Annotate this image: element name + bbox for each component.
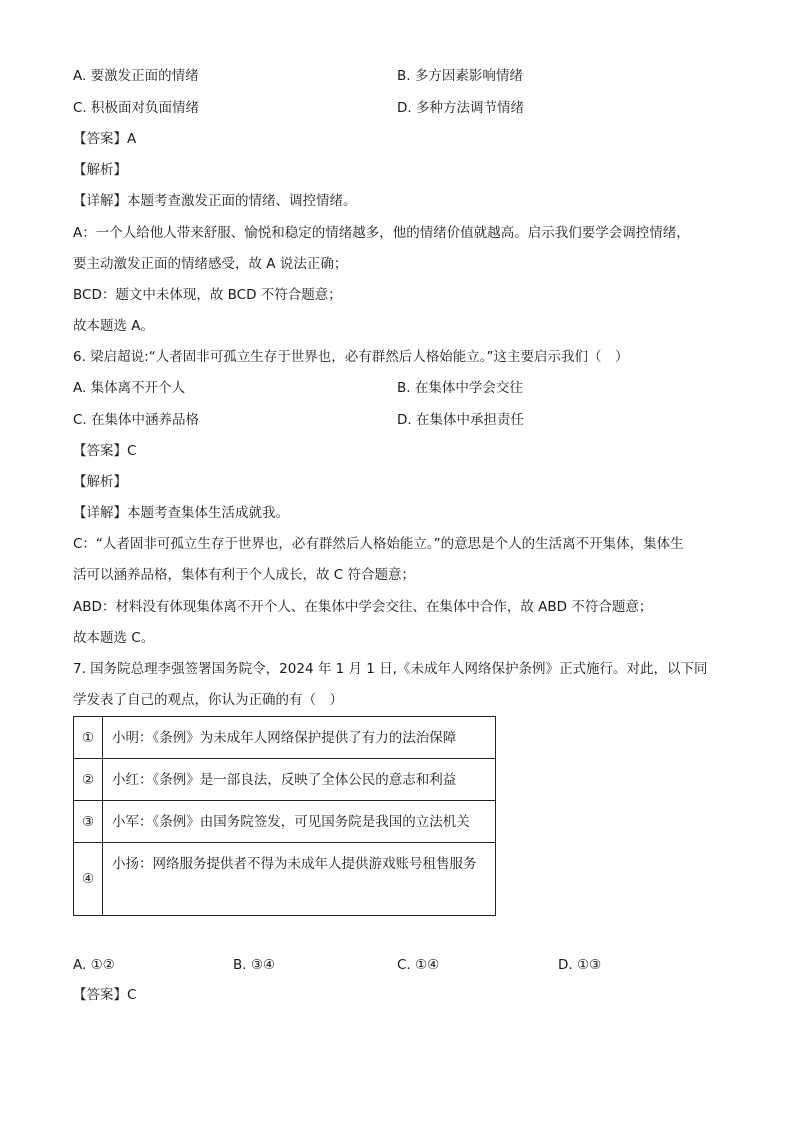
table-row bbox=[74, 717, 495, 759]
option-a: A. 集体离不开个人 bbox=[73, 380, 186, 396]
explanation-line: C：“人者固非可孤立生存于世界也，必有群然后人格始能立。”的意思是个人的生活离不开集体，集体生 bbox=[73, 536, 684, 552]
option-c: C. 在集体中涵养品格 bbox=[73, 412, 200, 428]
answer-value: C bbox=[127, 987, 137, 1003]
question-stem: 7. 国务院总理李强签署国务院令，2024 年 1 月 1 日,《未成年人网络保护条例》正式施行。对此，以下同 bbox=[73, 661, 708, 677]
opinions-table bbox=[73, 716, 496, 916]
explanation-line: 活可以涵养品格，集体有利于个人成长，故 C 符合题意； bbox=[73, 567, 416, 583]
answer-line bbox=[73, 442, 136, 460]
option-d: D. 在集体中承担责任 bbox=[397, 412, 524, 428]
answer-tag: 【答案】 bbox=[73, 443, 127, 459]
answer-value: C bbox=[127, 443, 137, 459]
answer-line bbox=[73, 986, 136, 1004]
detail-line: 【详解】本题考查集体生活成就我。 bbox=[73, 505, 289, 521]
explanation-line: ABD：材料没有体现集体离不开个人、在集体中学会交往、在集体中合作，故 ABD 不符合题意； bbox=[73, 599, 653, 615]
explanation-line: 要主动激发正面的情绪感受，故 A 说法正确； bbox=[73, 256, 348, 272]
row-number: ③ bbox=[74, 801, 103, 842]
conclusion-line: 故本题选 A。 bbox=[73, 318, 155, 334]
option-b: B. ③④ bbox=[233, 957, 276, 973]
option-c: C. 积极面对负面情绪 bbox=[73, 100, 200, 116]
option-c: C. ①④ bbox=[397, 957, 440, 973]
table-row bbox=[74, 759, 495, 801]
row-number: ② bbox=[74, 759, 103, 800]
row-text: 小军：《条例》由国务院签发，可见国务院是我国的立法机关 bbox=[112, 814, 470, 830]
option-b: B. 在集体中学会交往 bbox=[397, 380, 523, 396]
option-d: D. ①③ bbox=[558, 957, 602, 973]
analysis-tag: 【解析】 bbox=[73, 474, 127, 490]
answer-value: A bbox=[127, 131, 137, 147]
answer-line bbox=[73, 130, 136, 148]
analysis-tag: 【解析】 bbox=[73, 162, 127, 178]
option-d: D. 多种方法调节情绪 bbox=[397, 100, 524, 116]
row-text: 小红：《条例》是一部良法，反映了全体公民的意志和利益 bbox=[112, 772, 457, 788]
answer-tag: 【答案】 bbox=[73, 131, 127, 147]
explanation-line: A：一个人给他人带来舒服、愉悦和稳定的情绪越多，他的情绪价值就越高。启示我们要学会调控情绪， bbox=[73, 225, 690, 241]
row-number: ④ bbox=[74, 843, 103, 915]
table-row bbox=[74, 843, 495, 915]
detail-line: 【详解】本题考查激发正面的情绪、调控情绪。 bbox=[73, 193, 357, 209]
answer-tag: 【答案】 bbox=[73, 987, 127, 1003]
row-number: ① bbox=[74, 717, 103, 758]
question-stem: 6. 梁启超说:“人者固非可孤立生存于世界也，必有群然后人格始能立。”这主要启示我们（ ） bbox=[73, 349, 629, 365]
option-b: B. 多方因素影响情绪 bbox=[397, 68, 523, 84]
row-text: 小明：《条例》为未成年人网络保护提供了有力的法治保障 bbox=[112, 730, 457, 746]
conclusion-line: 故本题选 C。 bbox=[73, 630, 155, 646]
table-row bbox=[74, 801, 495, 843]
row-text: 小扬：网络服务提供者不得为未成年人提供游戏账号租售服务 bbox=[112, 856, 477, 872]
option-a: A. 要激发正面的情绪 bbox=[73, 68, 199, 84]
explanation-line: BCD：题文中未体现，故 BCD 不符合题意； bbox=[73, 287, 342, 303]
option-a: A. ①② bbox=[73, 957, 115, 973]
question-stem-continued: 学发表了自己的观点，你认为正确的有（ ） bbox=[73, 692, 343, 708]
